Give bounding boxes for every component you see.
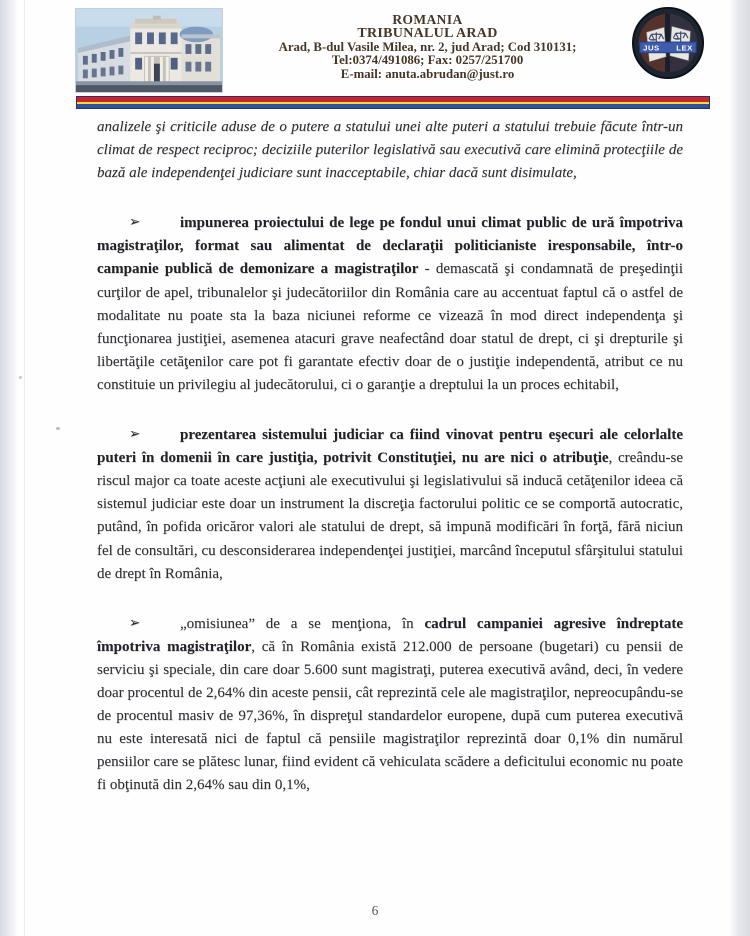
arrowhead-bullet-icon: ➢: [129, 426, 141, 443]
scan-speck: [56, 427, 60, 430]
emblem-label-jus: JUS: [643, 43, 660, 53]
arrowhead-bullet-icon: ➢: [129, 614, 141, 631]
jus-lex-emblem-graphic: [631, 6, 705, 80]
letterhead-country: ROMANIA: [392, 12, 463, 27]
letterhead-institution: TRIBUNALUL ARAD: [357, 25, 498, 41]
scan-speck: [19, 376, 22, 379]
arrowhead-bullet-icon: ➢: [129, 214, 141, 231]
page-right-edge-shadow: [729, 0, 750, 936]
flag-blue-band: [77, 104, 709, 108]
bold-text-segment: impunerea proiectului de lege pe fondul unui climat public de ură împotriva magistraţilor, format sau alimentat de declaraţii politicianiste iresponsabile, într-o campanie publică de demonizare a magistraţilor: [97, 215, 683, 278]
romanian-flag-divider: [76, 96, 710, 109]
bold-text-segment: prezentarea sistemului judiciar ca fiind vinovat pentru eşecuri ale celorlalte puteri în domenii în care justiţia, potrivit Constituţiei, nu are nici o atribuţie: [97, 427, 683, 467]
bullet-paragraph: [97, 424, 683, 586]
emblem-label-lex: LEX: [676, 43, 693, 53]
page-number: 6: [371, 903, 379, 918]
paragraph: [97, 116, 683, 185]
courthouse-photo: [75, 8, 223, 93]
letterhead: [240, 13, 615, 81]
page-left-edge-line: [24, 0, 25, 936]
bold-text-segment: cadrul campaniei agresive îndreptate împotriva magistraţilor: [97, 615, 683, 655]
text-segment: - demascată şi condamnată de preşedinţii curţilor de apel, tribunalelor şi judecătoriilor din România care au accentuat faptul că o astfel de modalitate nu poate sta la baza niciunei reforme ce vizează în mod direct independenţa şi funcţionarea justiţiei, asemenea atacuri grave neafectând doar statul de drept, ci şi drepturile şi libertăţile cetăţenilor care pot fi garantate efectiv doar de o justiţie independentă, atribut ce nu constituie un privilegiu al judecătorului, ci o garanţie a dreptului la un proces echitabil,: [97, 261, 683, 393]
letterhead-email: E-mail: anuta.abrudan@just.ro: [340, 66, 515, 81]
letterhead-phone-fax: Tel:0374/491086; Fax: 0257/251700: [331, 53, 524, 68]
text-segment: analizele şi criticile aduse de o putere a statului unei alte puteri a statului trebuie făcute într-un climat de respect reciproc; deciziile puterilor legislativă sau executivă care elimină protecţiile de bază ale independenţei judiciare sunt inacceptabile, chiar dacă sunt disimulate,: [97, 119, 683, 182]
bullet-paragraph: [97, 613, 683, 798]
courthouse-photo-graphic: [76, 9, 222, 92]
letterhead-address: Arad, B-dul Vasile Milea, nr. 2, jud Arad; Cod 310131;: [278, 39, 577, 54]
bullet-paragraph: [97, 212, 683, 397]
jus-lex-emblem-icon: [631, 6, 705, 80]
text-segment: „omisiunea” de a se menţiona, în: [180, 615, 425, 632]
text-segment: , că în România există 212.000 de persoane (bugetari) cu pensii de serviciu şi speciale, din care doar 5.600 sunt magistraţi, puterea executivă având, deci, în vedere doar procentul de 2,64% din aceste pensii, cât reprezintă cele ale magistraţilor, nepreocupându-se de procentul masiv de 97,36%, în dispreţul standardelor europene, după cum puterea executivă nu este interesată nici de faptul că pensiile magistraţilor reprezintă doar 0,1% din numărul pensiilor care se plătesc lunar, fiind evident că vehiculata scădere a deficitului economic nu poate fi obţinută din 2,64% sau din 0,1%,: [97, 638, 683, 794]
text-segment: , creându-se riscul major ca toate aceste acţiuni ale executivului şi legislativului să inducă cetăţenilor ideea că sistemul judiciar este doar un instrument la discreţia factorului politic ce se comportă autocratic, putând, în pofida oricăror valori ale statului de drept, să impună modificări în forţă, fără niciun fel de consultări, cu desconsiderarea independenţei justiţiei, marcând începutul sfârşitului statului de drept în România,: [97, 450, 683, 582]
document-body: [97, 116, 683, 824]
page-left-edge-shadow: [0, 0, 18, 936]
